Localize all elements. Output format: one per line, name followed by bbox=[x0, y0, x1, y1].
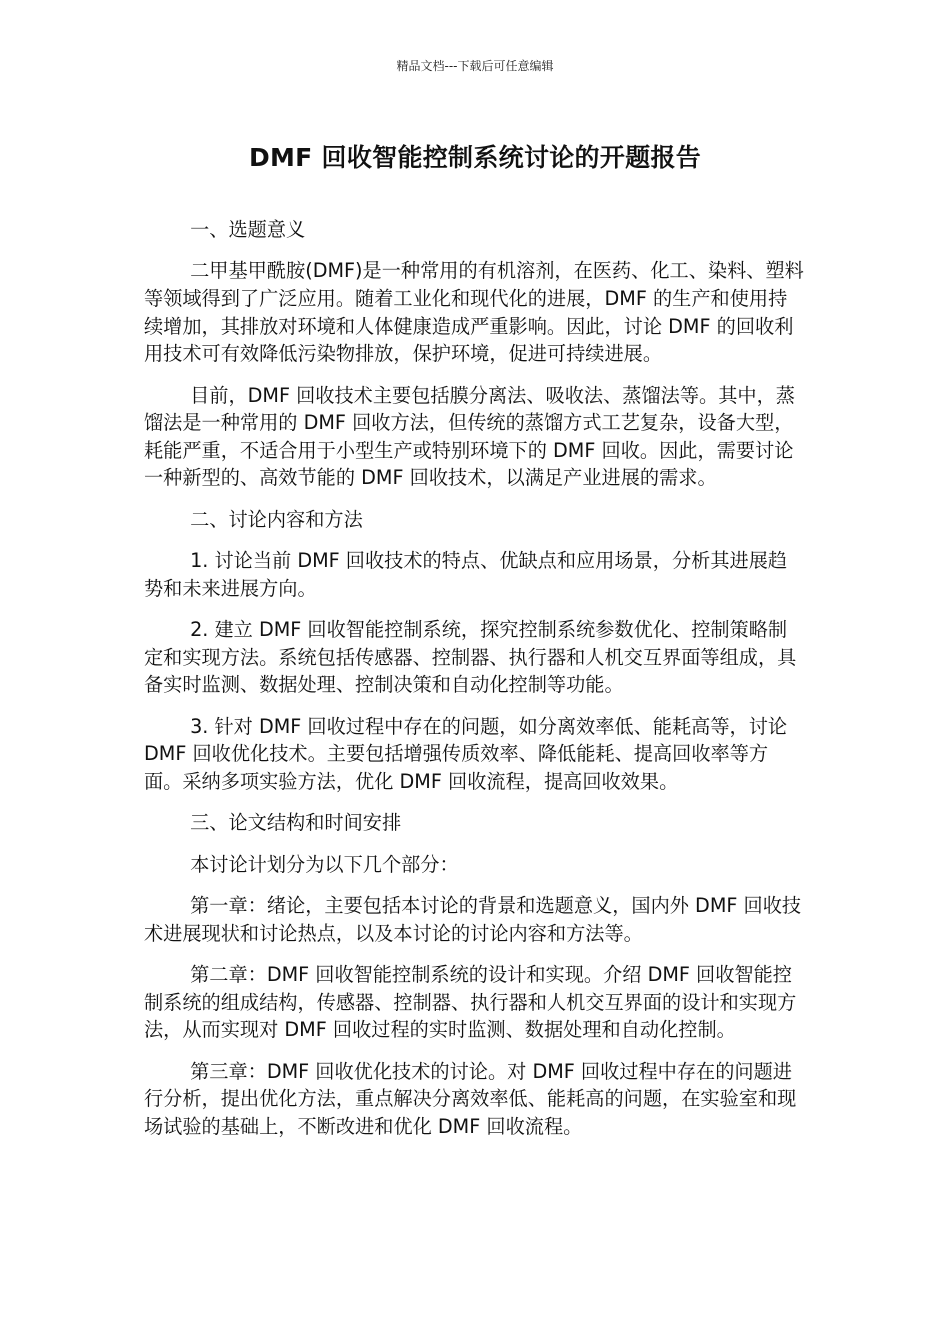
paragraph-item-3: 3. 针对 DMF 回收过程中存在的问题，如分离效率低、能耗高等，讨论 DMF 回收优化技术。主要包括增强传质效率、降低能耗、提高回收率等方面。采纳多项实验方法，优化 DMF 回收流程，提高回收效果。 bbox=[144, 714, 788, 793]
paragraph-chapter-1: 第一章：绪论，主要包括本讨论的背景和选题意义，国内外 DMF 回收技术进展现状和讨论热点，以及本讨论的讨论内容和方法等。 bbox=[144, 894, 802, 945]
header-watermark: 精品文档---下载后可任意编辑 bbox=[396, 59, 554, 73]
paragraph-background: 二甲基甲酰胺(DMF)是一种常用的有机溶剂，在医药、化工、染料、塑料等领域得到了广泛应用。随着工业化和现代化的进展，DMF 的生产和使用持续增加，其排放对环境和人体健康造成严重影响。因此，讨论 DMF 的回收利用技术可有效降低污染物排放，保护环境，促进可持续进展。 bbox=[144, 259, 804, 366]
document-body bbox=[144, 216, 806, 1154]
paragraph-current-tech: 目前，DMF 回收技术主要包括膜分离法、吸收法、蒸馏法等。其中，蒸馏法是一种常用的 DMF 回收方法，但传统的蒸馏方式工艺复杂，设备大型，耗能严重，不适合用于小型生产或特别环境下的 DMF 回收。因此，需要讨论一种新型的、高效节能的 DMF 回收技术，以满足产业进展的需求。 bbox=[144, 383, 795, 490]
section-heading-significance: 一、选题意义 bbox=[190, 218, 306, 241]
document-title: DMF 回收智能控制系统讨论的开题报告 bbox=[248, 143, 702, 172]
paragraph-chapter-2: 第二章：DMF 回收智能控制系统的设计和实现。介绍 DMF 回收智能控制系统的组成结构，传感器、控制器、执行器和人机交互界面的设计和实现方法，从而实现对 DMF 回收过程的实时监测、数据处理和自动化控制。 bbox=[144, 963, 797, 1042]
paragraph-item-2: 2. 建立 DMF 回收智能控制系统，探究控制系统参数优化、控制策略制定和实现方法。系统包括传感器、控制器、执行器和人机交互界面等组成，具备实时监测、数据处理、控制决策和自动化控制等功能。 bbox=[144, 618, 797, 697]
section-heading-content-methods: 二、讨论内容和方法 bbox=[190, 507, 363, 531]
paragraph-plan-intro: 本讨论计划分为以下几个部分： bbox=[190, 852, 459, 876]
paragraph-item-1: 1. 讨论当前 DMF 回收技术的特点、优缺点和应用场景，分析其进展趋势和未来进展方向。 bbox=[144, 549, 788, 600]
paragraph-chapter-3: 第三章：DMF 回收优化技术的讨论。对 DMF 回收过程中存在的问题进行分析，提出优化方法，重点解决分离效率低、能耗高的问题，在实验室和现场试验的基础上，不断改进和优化 DMF 回收流程。 bbox=[144, 1059, 797, 1138]
section-heading-structure: 三、论文结构和时间安排 bbox=[190, 811, 402, 835]
